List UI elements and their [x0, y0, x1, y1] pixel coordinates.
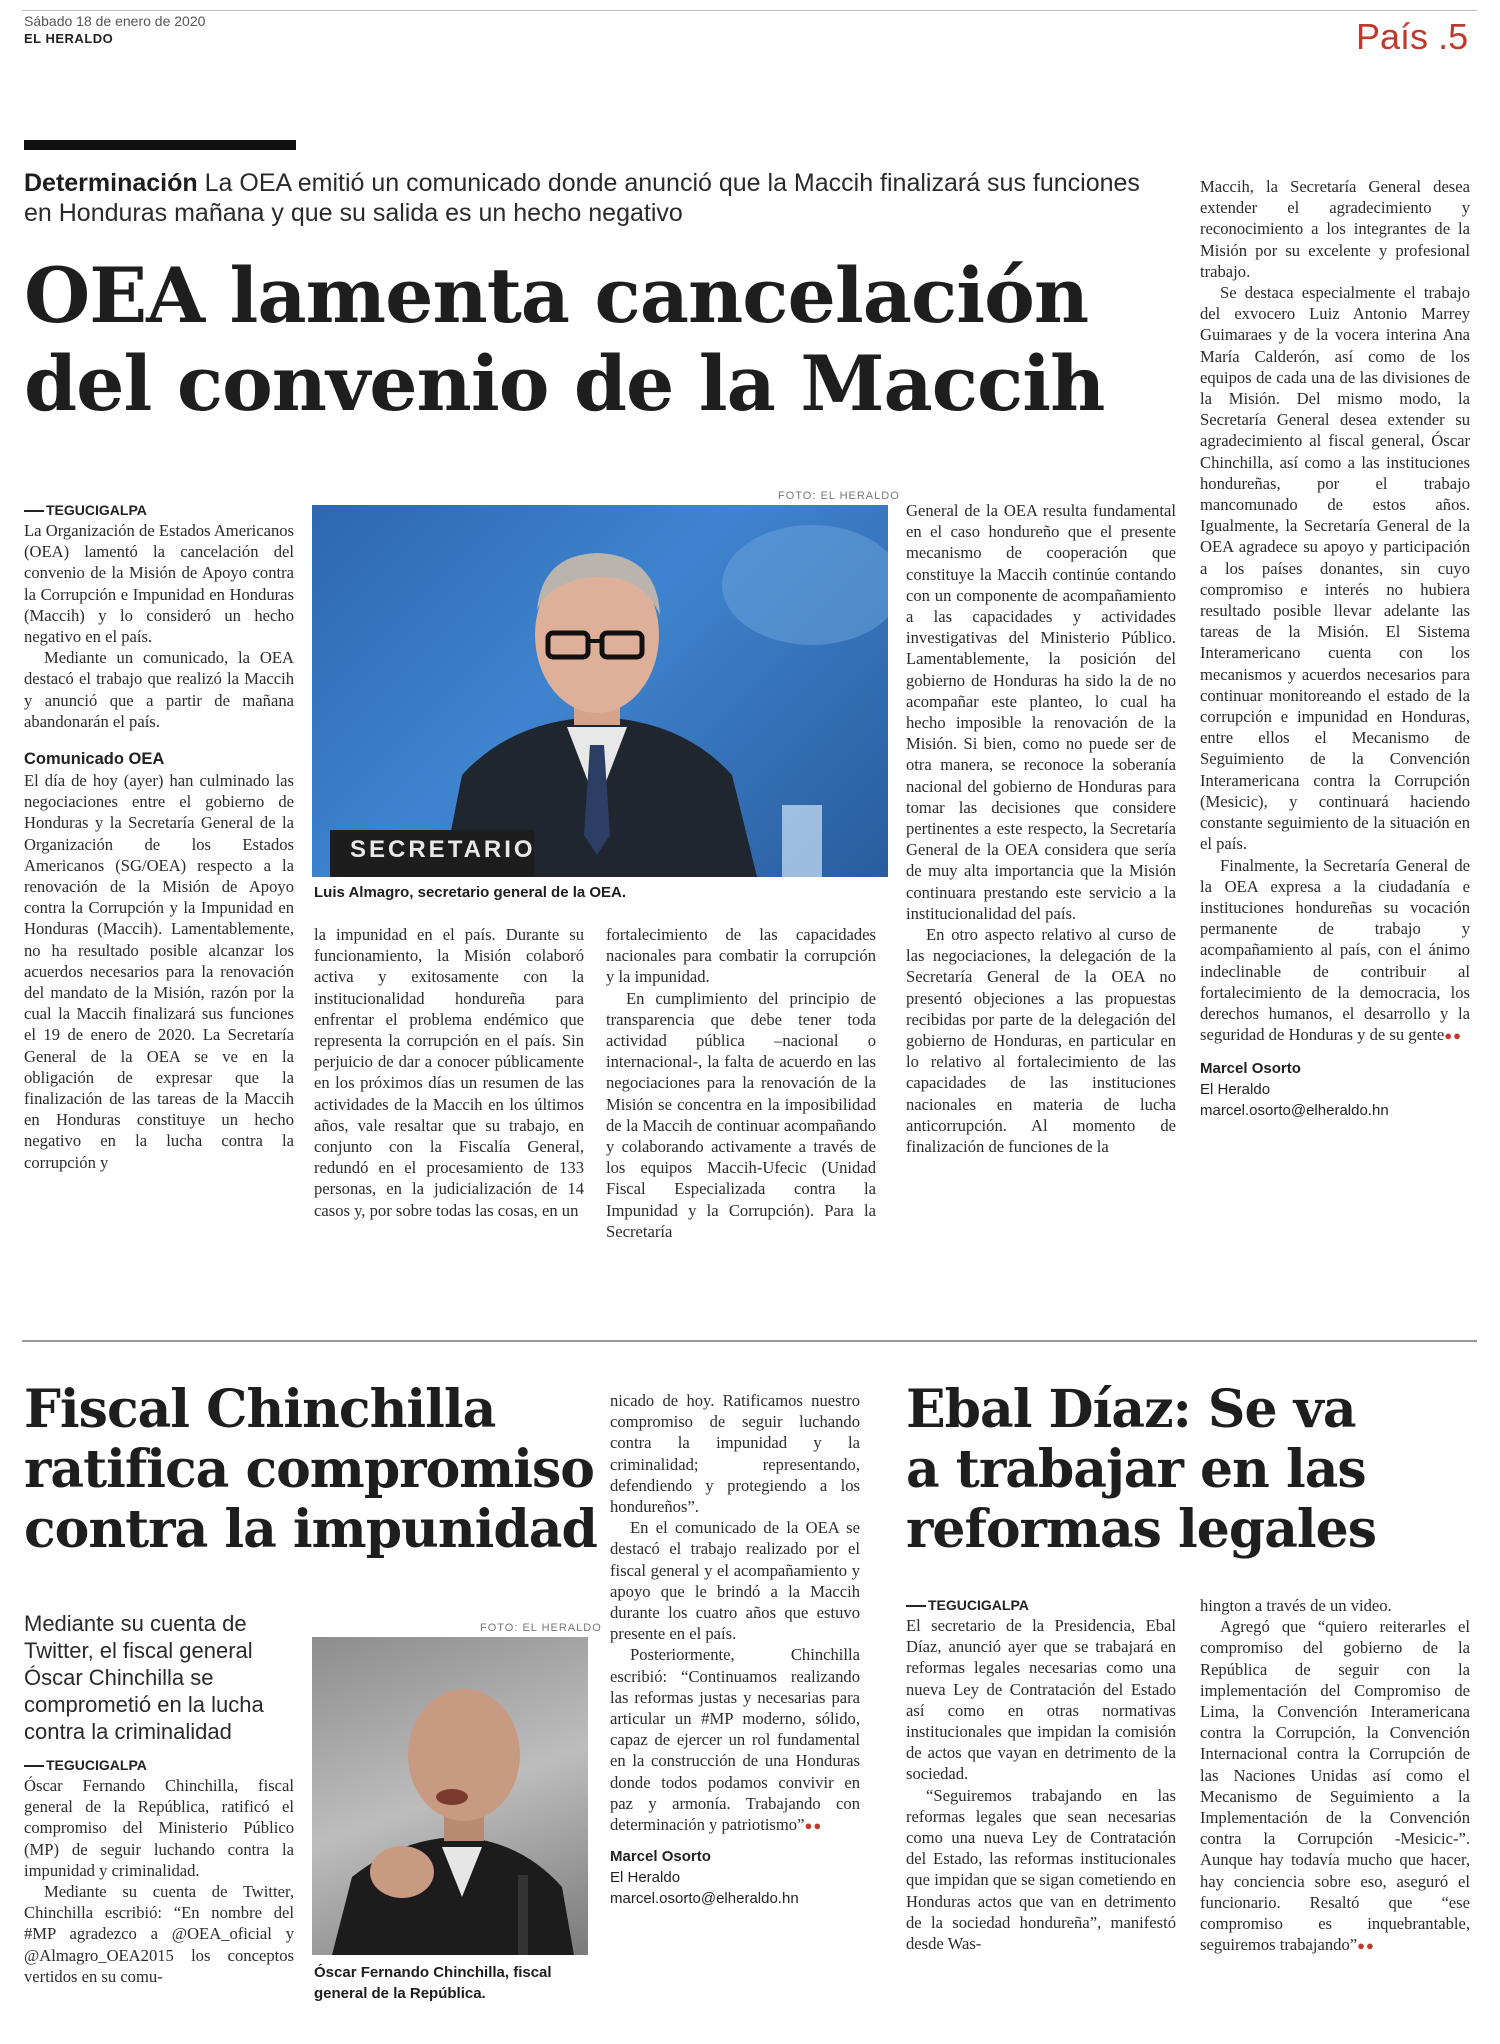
subhead: Comunicado OEA [24, 750, 165, 769]
fiscal-column-1 [24, 1755, 294, 1987]
paragraph [1200, 855, 1470, 1047]
headline-line-3: reformas legales [906, 1499, 1377, 1560]
paragraph [610, 1644, 860, 1836]
photo-credit: FOTO: EL HERALDO [778, 490, 900, 502]
dateline: TEGUCIGALPA [24, 1755, 294, 1775]
top-rule [22, 10, 1477, 11]
story-bar [24, 140, 296, 150]
paragraph: El día de hoy (ayer) han culminado las negociaciones entre el gobierno de Honduras y la Secretaría General de la Organización de los Estados Americanos (SG/OEA) respecto a la renovación de la Misión de Apoyo contra la Corrupción y la Impunidad en Honduras (Maccih). Lamentablemente, no ha resultado posible alcanzar los acuerdos necesarios para la renovación del mandato de la Misión, razón por la cual la Maccih finalizará sus funciones el 19 de enero de 2020. La Secretaría General de la OEA se ve en la obligación de expresar que la finalización de las tareas de la Maccih en Honduras constituye un hecho negativo en la lucha contra la corrupción y [24, 771, 294, 1172]
paragraph: “Seguiremos trabajando en las reformas legales que sean necesarias como una nueva Ley de Contratación del Estado, las reformas institucionales que impidan que se sigan cometiendo en Honduras actos que van en detrimento de la sociedad hondureña”, manifestó desde Was- [906, 1785, 1176, 1954]
main-column-4 [906, 500, 1176, 1157]
paragraph: El secretario de la Presidencia, Ebal Díaz, anunció ayer que se trabajará en reformas legales necesarias como una nueva Ley de Contratación del Estado así como en otras normativas institucionales que impidan la comisión de actos que vayan en detrimento de la sociedad. [906, 1616, 1176, 1784]
paragraph: fortalecimiento de las capacidades nacionales para combatir la corrupción y la impunidad. [606, 925, 876, 987]
section-divider [22, 1340, 1477, 1342]
author-email[interactable]: marcel.osorto@elheraldo.hn [1200, 1102, 1389, 1120]
section-label [1356, 16, 1468, 58]
fiscal-deck: Mediante su cuenta de Twitter, el fiscal general Óscar Chinchilla se comprometió en la lucha contra la criminalidad [24, 1611, 264, 1744]
dateline: TEGUCIGALPA [906, 1595, 1176, 1615]
main-column-3 [606, 924, 876, 1242]
end-mark-icon: ●● [804, 1818, 823, 1834]
paragraph-text: Posteriormente, Chinchilla escribió: “Continuamos realizando las reformas justas y necesarias para articular un #MP moderno, sólido, capaz de ejercer un rol fundamental en la construcción de una Honduras donde todos podamos convivir en paz y armonía. Trabajando con determinación y patriotismo” [610, 1645, 860, 1835]
almagro-photo [312, 505, 888, 877]
main-column-1 [24, 500, 294, 1173]
paragraph: En otro aspecto relativo al curso de las negociaciones, la delegación de la Secretaría General de la OEA no presentó objeciones a las propuestas recibidas por parte de la delegación del gobierno de Honduras, en particular en lo relativo al fortalecimiento de las capacidades de las instituciones nacionales en materia de lucha anticorrupción. Al momento de finalización de funciones de la [906, 925, 1176, 1157]
chinchilla-photo [312, 1637, 588, 1955]
paragraph: hington a través de un video. [1200, 1596, 1392, 1615]
byline [1200, 1058, 1470, 1121]
kicker: Determinación [24, 169, 198, 197]
paragraph: Mediante un comunicado, la OEA destacó el trabajo que realizó la Maccih y anunció que a partir de mañana abandonarán el país. [24, 648, 294, 731]
paragraph: la impunidad en el país. Durante su funcionamiento, la Misión colaboró activa y exitosamente con la institucionalidad hondureña para enfrentar el problema endémico que representa la corrupción en el país. Sin perjuicio de dar a conocer públicamente en los próximos días un resumen de las actividades de la Maccih en los últimos años, vale resaltar que su trabajo, en conjunto con la Fiscalía General, redundó en el procesamiento de 133 personas, en la judicialización de 14 casos y, por sobre todas las cosas, en un [314, 925, 584, 1220]
paragraph: La Organización de Estados Americanos (OEA) lamentó la cancelación del convenio de la Misión de Apoyo contra la Corrupción e Impunidad en Honduras (Maccih) y lo consideró un hecho negativo en el país. [24, 521, 294, 647]
paragraph: General de la OEA resulta fundamental en el caso hondureño que el presente mecanismo de cooperación que constituye la Maccih continúe contando con un componente de acompañamiento a las capacidades y actividades investigativas del Ministerio Público. Lamentablemente, la posición del gobierno de Honduras ha sido la de no acompañar este planteo, lo cual ha hecho imposible la renovación de la Misión. Si bien, como no puede ser de otra manera, se reconoce la soberanía nacional del gobierno de Honduras para tomar las decisiones que considere pertinentes a este respecto, la Secretaría General de la OEA considera que sería de muy alta importancia que la Misión continuara prestando este servicio a la institucionalidad del país. [906, 501, 1176, 923]
person-illustration [312, 505, 888, 877]
headline-line-2: del convenio de la Maccih [24, 339, 1105, 428]
ebal-column-2 [1200, 1595, 1470, 1956]
author-outlet: El Heraldo [1200, 1081, 1271, 1099]
paragraph [1200, 1616, 1470, 1956]
paragraph-text: Agregó que “quiero reiterarles el compromiso del gobierno de la República de seguir con la implementación del Compromiso de Lima, la Convención Interamericana contra la Corrupción, la Convención Internacional contra la Corrupción de las Naciones Unidas así como el Mecanismo de Seguimiento a la Implementación de la Convención contra la Corrupción -Mesicic-”. Aunque hay todavía mucho que hacer, hay conciencia sobre eso, aseguró el funcionario. Resaltó que “ese compromiso es inquebrantable, seguiremos trabajando” [1200, 1617, 1470, 1955]
photo-credit: FOTO: EL HERALDO [480, 1622, 602, 1634]
paragraph: En el comunicado de la OEA se destacó el trabajo realizado por el fiscal general y el acompañamiento y apoyo que le brindó a la Maccih durante los cuatro años que estuvo presente en el país. [610, 1518, 860, 1644]
main-column-5 [1200, 176, 1470, 1121]
person-illustration [312, 1637, 588, 1955]
section-name: País [1356, 16, 1429, 57]
headline-line-1: Ebal Díaz: Se va [906, 1379, 1356, 1440]
main-column-2 [314, 924, 584, 1221]
main-headline [24, 252, 1184, 428]
page-number: .5 [1438, 16, 1469, 57]
paragraph: Mediante su cuenta de Twitter, Chinchilla escribió: “En nombre del #MP agradezco a @OEA_oficial y @Almagro_OEA2015 los conceptos vertidos en su comu- [24, 1882, 294, 1986]
headline-line-2: ratifica compromiso [24, 1439, 594, 1500]
story-deck [24, 168, 1174, 228]
paragraph: En cumplimiento del principio de transparencia que debe tener toda actividad pública –nacional o internacional-, la falta de acuerdo en las negociaciones para la renovación de la Misión se concentra en la imposibilidad de la Maccih de continuar acompañando y colaborando activamente a través de los equipos Maccih-Ufecic (Unidad Fiscal Especializada contra la Impunidad y la Corrupción). Para la Secretaría [606, 988, 876, 1241]
author-outlet: El Heraldo [610, 1869, 681, 1887]
paragraph: Maccih, la Secretaría General desea extender el agradecimiento y reconocimiento a los integrantes de la Misión por su excelente y profesional trabajo. [1200, 177, 1470, 281]
headline-line-3: contra la impunidad [24, 1499, 597, 1560]
photo-placard: SECRETARIO [350, 836, 536, 863]
photo-caption: Óscar Fernando Chinchilla, fiscal general de la República. [314, 1964, 552, 2002]
paragraph-text: Finalmente, la Secretaría General de la OEA expresa a la ciudadanía e instituciones hondureñas su vocación permanente de trabajo y acompañamiento al país, con el ánimo indeclinable de contribuir al fortalecimiento de la democracia, los derechos humanos, el desarrollo y la seguridad de Honduras y de su gente [1200, 855, 1470, 1045]
end-mark-icon: ●● [1444, 1028, 1462, 1044]
issue-date: Sábado 18 de enero de 2020 [24, 13, 206, 29]
fiscal-column-2 [610, 1390, 860, 1909]
paragraph: nicado de hoy. Ratificamos nuestro compromiso de seguir luchando contra la impunidad y la criminalidad; representando, defendiendo y protegiendo a los hondureños”. [610, 1391, 860, 1517]
newspaper-name: EL HERALDO [24, 31, 114, 46]
author-name: Marcel Osorto [1200, 1060, 1301, 1078]
headline-line-2: a trabajar en las [906, 1439, 1366, 1500]
photo-caption: Luis Almagro, secretario general de la OEA. [314, 884, 627, 901]
end-mark-icon: ●● [1357, 1938, 1375, 1954]
fiscal-headline [24, 1380, 604, 1560]
paragraph: Óscar Fernando Chinchilla, fiscal general de la República, ratificó el compromiso del Ministerio Público (MP) de seguir luchando contra la impunidad y criminalidad. [24, 1776, 294, 1880]
paragraph: Se destaca especialmente el trabajo del exvocero Luiz Antonio Marrey Guimaraes y de la vocera interina Ana María Calderón, así como de los equipos de cada una de las divisiones de la Misión. Del mismo modo, la Secretaría General desea extender su agradecimiento al fiscal general, Óscar Chinchilla, así como a las instituciones hondureñas, por el trabajo mancomunado de estos años. Igualmente, la Secretaría General de la OEA agradece su apoyo y participación a los países donantes, sin cuyo compromiso e interés no hubiera resultado posible llevar adelante las tareas de la Misión. El Sistema Interamericano cuenta con los mecanismos y acuerdos necesarios para continuar monitoreando el estado de la corrupción e impunidad en Honduras, entre ellos el Mecanismo de Seguimiento de la Convención Interamericana contra la Corrupción (Mesicic), y continuará haciendo constante seguimiento de la situación en el país. [1200, 283, 1470, 854]
headline-line-1: OEA lamenta cancelación [24, 251, 1089, 340]
deck-text: La OEA emitió un comunicado donde anunció que la Maccih finalizará sus funciones en Honduras mañana y que su salida es un hecho negativo [24, 169, 1140, 227]
author-email[interactable]: marcel.osorto@elheraldo.hn [610, 1890, 799, 1908]
headline-line-1: Fiscal Chinchilla [24, 1379, 496, 1440]
author-name: Marcel Osorto [610, 1848, 711, 1866]
dateline: TEGUCIGALPA [24, 500, 294, 520]
byline [610, 1846, 860, 1909]
ebal-column-1 [906, 1595, 1176, 1954]
ebal-headline [906, 1380, 1466, 1560]
